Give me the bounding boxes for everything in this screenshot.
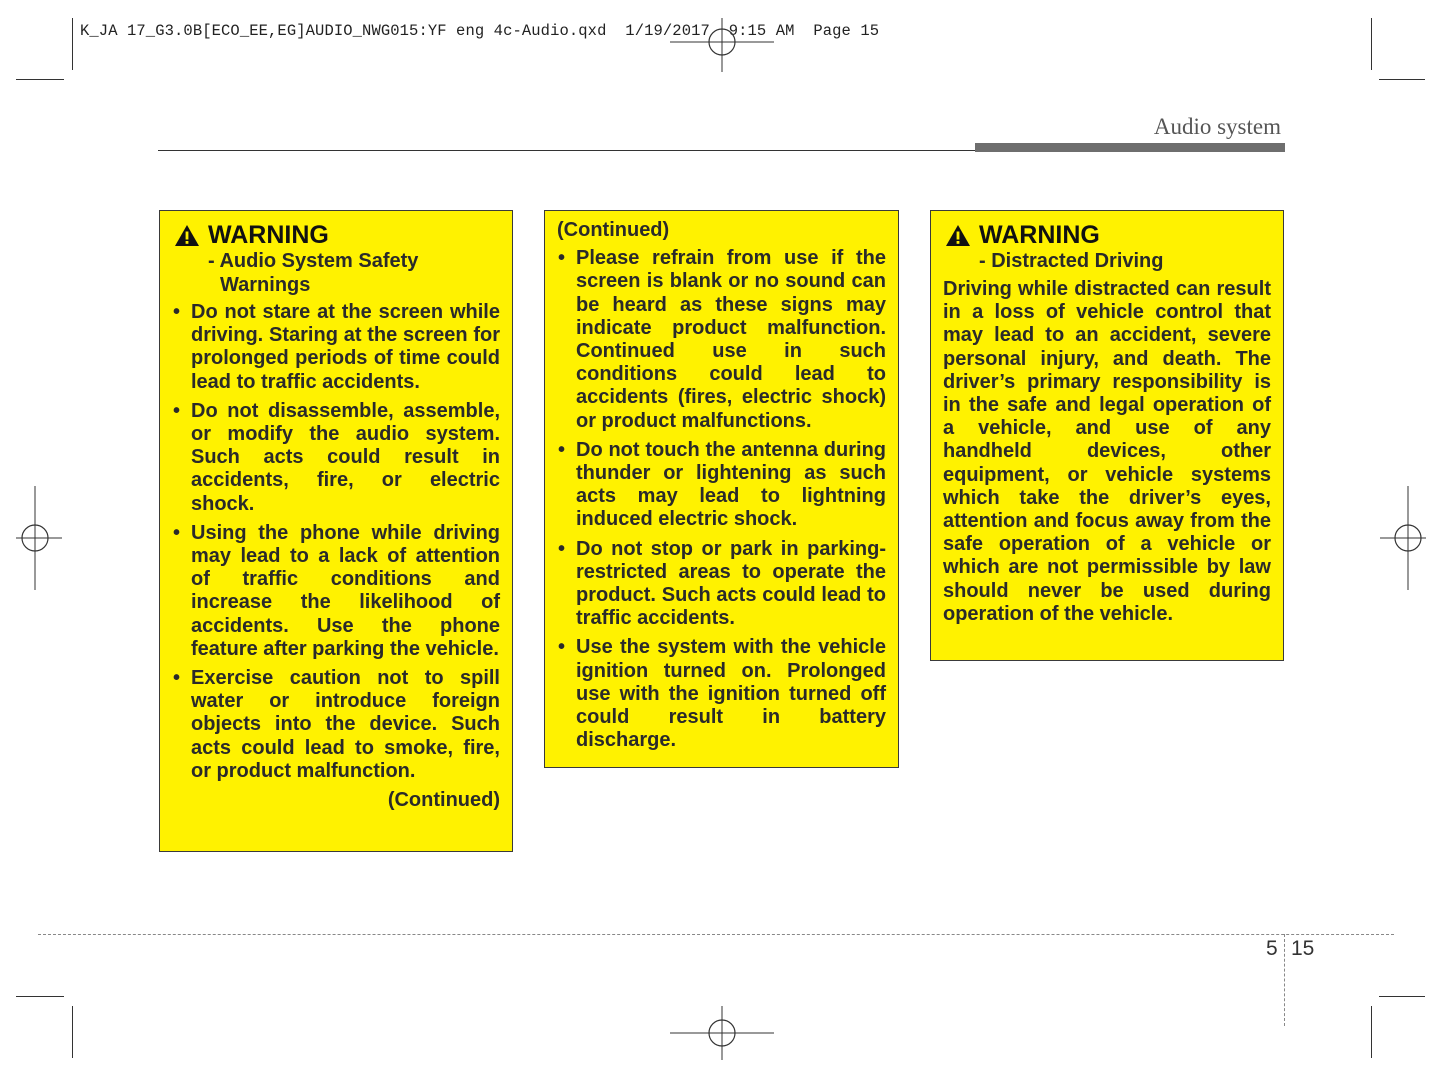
registration-mark-icon bbox=[670, 18, 774, 72]
registration-mark-icon bbox=[16, 486, 62, 590]
crop-mark bbox=[1371, 18, 1372, 70]
page-number: 15 bbox=[1291, 937, 1315, 960]
warning-triangle-icon bbox=[174, 224, 200, 247]
footer-dashed-divider bbox=[1284, 934, 1285, 1026]
crop-mark bbox=[16, 996, 64, 997]
registration-mark-icon bbox=[670, 1006, 774, 1060]
warning-bullet-list bbox=[557, 247, 886, 752]
list-item: • Using the phone while driving may lead to a lack of attention of traffic conditions and increase the likelihood of accidents. Use the phone feature after parking the vehicle. bbox=[173, 521, 500, 660]
print-slug: K_JA 17_G3.0B[ECO_EE,EG]AUDIO_NWG015:YF eng 4c-Audio.qxd 1/19/2017 9:15 AM Page 15 bbox=[80, 22, 880, 40]
crop-mark bbox=[1379, 996, 1425, 997]
warning-subtitle: - Audio System Safety Warnings bbox=[208, 250, 419, 296]
list-item: • Do not stare at the screen while driving. Staring at the screen for prolonged periods of time could lead to traffic accidents. bbox=[173, 301, 500, 393]
header-rule bbox=[158, 150, 975, 151]
list-item: • Do not stop or park in parking-restricted areas to operate the product. Such acts could lead to traffic accidents. bbox=[558, 537, 886, 630]
warning-body: Driving while distracted can result in a loss of vehicle control that may lead to an accident, severe personal injury, and death. The driver’s primary responsibility is in the safe and legal operation of a vehicle, and use of any handheld devices, other equipment, or vehicle systems which take the driver’s eyes, attention and focus away from the safe operation of a vehicle or which are not permissible by law should never be used during operation of the vehicle. bbox=[943, 278, 1271, 625]
warning-subtitle: - Distracted Driving bbox=[979, 250, 1164, 272]
warning-bullet-list bbox=[172, 301, 500, 783]
warning-box-audio-safety bbox=[159, 210, 513, 852]
chapter-number: 5 bbox=[1266, 937, 1278, 960]
warning-heading bbox=[943, 221, 1271, 249]
footer-dashed-rule bbox=[38, 934, 1394, 935]
crop-mark bbox=[72, 18, 73, 70]
warning-box-distracted-driving bbox=[930, 210, 1284, 661]
list-item: • Do not disassemble, assemble, or modify the audio system. Such acts could result in accidents, fire, or electric shock. bbox=[173, 399, 500, 515]
list-item: • Please refrain from use if the screen is blank or no sound can be heard as these signs may indicate product malfunction. Continued use in such conditions could lead to accidents (fires, electric shock) or product malfunctions. bbox=[558, 247, 886, 432]
crop-mark bbox=[16, 79, 64, 80]
warning-triangle-icon bbox=[945, 224, 971, 247]
crop-mark bbox=[1379, 79, 1425, 80]
warning-box-continued bbox=[544, 210, 899, 768]
crop-mark bbox=[72, 1006, 73, 1058]
header-bar bbox=[975, 143, 1285, 152]
section-title: Audio system bbox=[1153, 114, 1281, 139]
registration-mark-icon bbox=[1380, 486, 1426, 590]
list-item: • Exercise caution not to spill water or introduce foreign objects into the device. Such acts could lead to smoke, fire, or product malfunction. bbox=[173, 667, 500, 782]
warning-label: WARNING bbox=[979, 221, 1100, 249]
continued-label: (Continued) bbox=[557, 219, 670, 241]
crop-mark bbox=[1371, 1006, 1372, 1058]
warning-label: WARNING bbox=[208, 221, 329, 249]
list-item: • Use the system with the vehicle ignition turned on. Prolonged use with the ignition turned off could result in battery discharge. bbox=[558, 636, 886, 752]
warning-heading bbox=[172, 221, 500, 249]
continued-label: (Continued) bbox=[387, 789, 500, 812]
list-item: • Do not touch the antenna during thunder or lightening as such acts may lead to lightning induced electric shock. bbox=[558, 438, 886, 531]
